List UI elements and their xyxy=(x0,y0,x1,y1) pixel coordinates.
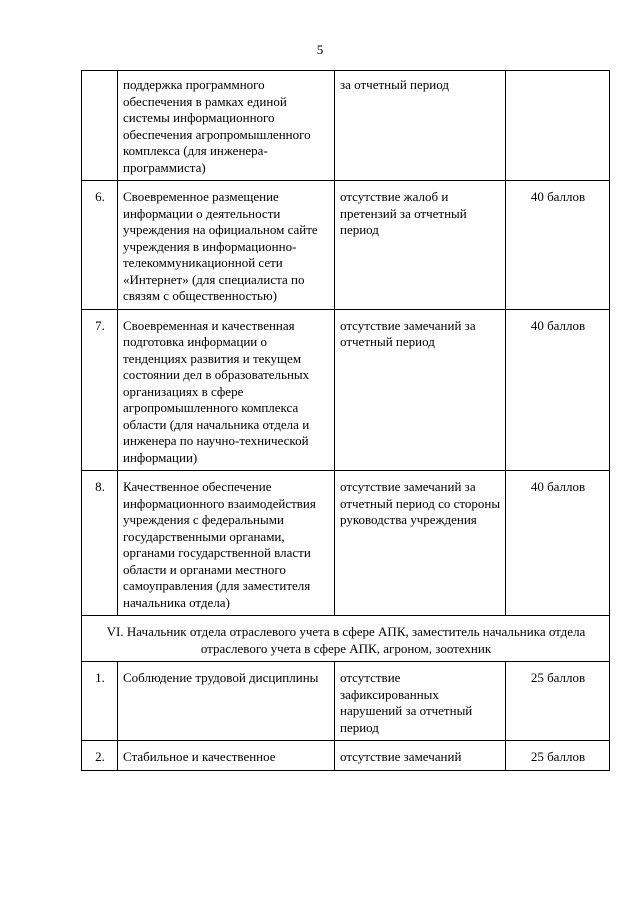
indicator-cell: за отчетный период xyxy=(335,71,506,181)
criterion-cell: Качественное обеспечение информационного взаимодействия учреждения с федеральными государственными органами, органами государственной власти области и органами местного самоуправления (для заместителя начальника отдела) xyxy=(118,471,335,616)
criterion-cell: Стабильное и качественное xyxy=(118,741,335,771)
table-row xyxy=(82,471,610,616)
indicator-cell: отсутствие замечаний xyxy=(335,741,506,771)
indicator-cell: отсутствие жалоб и претензий за отчетный период xyxy=(335,181,506,310)
indicator-cell: отсутствие замечаний за отчетный период xyxy=(335,309,506,471)
criteria-table-body xyxy=(82,71,610,771)
criteria-table xyxy=(81,70,610,771)
points-cell: 40 баллов xyxy=(506,309,610,471)
criterion-cell: поддержка программного обеспечения в рамках единой системы информационного обеспечения агропромышленного комплекса (для инженера-программиста) xyxy=(118,71,335,181)
table-row xyxy=(82,741,610,771)
row-number: 2. xyxy=(82,741,118,771)
section-heading: VI. Начальник отдела отраслевого учета в сфере АПК, заместитель начальника отдела отраслевого учета в сфере АПК, агроном, зоотехник xyxy=(82,616,610,662)
row-number: 7. xyxy=(82,309,118,471)
page-number: 5 xyxy=(316,42,324,57)
table-row xyxy=(82,662,610,741)
criterion-cell: Соблюдение трудовой дисциплины xyxy=(118,662,335,741)
criterion-cell: Своевременная и качественная подготовка информации о тенденциях развития и текущем состоянии дел в образовательных организациях в сфере агропромышленного комплекса области (для начальника отдела и инженера по научно-технической информации) xyxy=(118,309,335,471)
indicator-cell: отсутствие зафиксированных нарушений за отчетный период xyxy=(335,662,506,741)
table-row xyxy=(82,309,610,471)
points-cell: 25 баллов xyxy=(506,741,610,771)
points-cell xyxy=(506,71,610,181)
points-cell: 25 баллов xyxy=(506,662,610,741)
points-cell: 40 баллов xyxy=(506,181,610,310)
table-row xyxy=(82,181,610,310)
section-heading-row xyxy=(82,616,610,662)
row-number: 1. xyxy=(82,662,118,741)
criterion-cell: Своевременное размещение информации о деятельности учреждения на официальном сайте учреждения в информационно-телекоммуникационной сети «Интернет» (для специалиста по связям с общественностью) xyxy=(118,181,335,310)
row-number: 6. xyxy=(82,181,118,310)
table-row xyxy=(82,71,610,181)
row-number: 8. xyxy=(82,471,118,616)
indicator-cell: отсутствие замечаний за отчетный период со стороны руководства учреждения xyxy=(335,471,506,616)
points-cell: 40 баллов xyxy=(506,471,610,616)
row-number xyxy=(82,71,118,181)
